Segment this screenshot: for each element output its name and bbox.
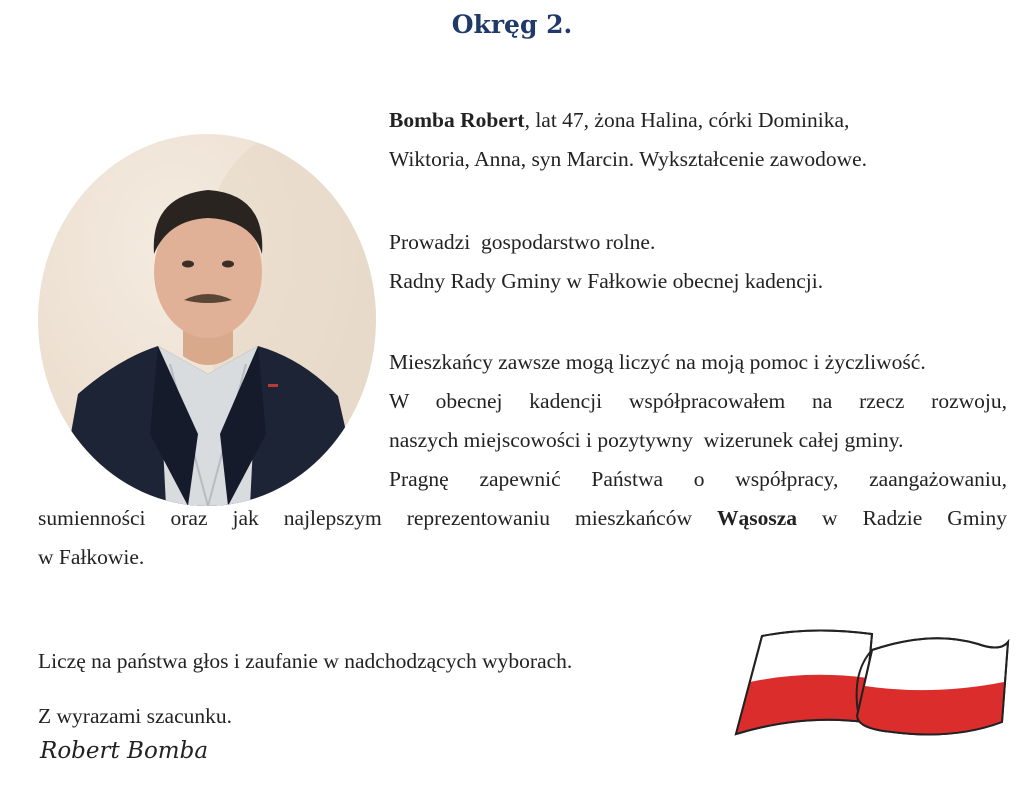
message-line-4: Pragnę zapewnić Państwa o współpracy, zaangażowaniu, xyxy=(389,467,1007,491)
message-line-5 xyxy=(38,499,1007,538)
portrait-illustration xyxy=(38,134,376,506)
bio-details-line-2: Wiktoria, Anna, syn Marcin. Wykształcenie zawodowe. xyxy=(389,147,868,171)
closing-regards: Z wyrazami szacunku. xyxy=(38,704,233,728)
message-continuation xyxy=(38,499,1007,577)
work-paragraph xyxy=(389,223,1009,301)
signature: Robert Bomba xyxy=(40,738,209,764)
work-line-2: Radny Rady Gminy w Fałkowie obecnej kadencji. xyxy=(389,269,824,293)
bio-paragraph xyxy=(389,101,1009,179)
message-line-2: W obecnej kadencji współpracowałem na rzecz rozwoju, xyxy=(389,389,1007,413)
message-line-5-start: sumienności oraz jak najlepszym reprezentowaniu mieszkańców xyxy=(38,506,717,530)
village-name: Wąsosza xyxy=(717,506,798,530)
work-line-1: Prowadzi gospodarstwo rolne. xyxy=(389,230,656,254)
message-line-5-end: w Radzie Gminy xyxy=(797,506,1007,530)
candidate-photo xyxy=(38,134,376,506)
closing-appeal: Liczę na państwa głos i zaufanie w nadchodzących wyborach. xyxy=(38,649,573,673)
bio-details-line-1: , lat 47, żona Halina, córki Dominika, xyxy=(524,108,850,132)
candidate-name: Bomba Robert xyxy=(389,108,525,132)
message-line-6: w Fałkowie. xyxy=(38,545,145,569)
message-paragraph xyxy=(389,343,1007,499)
message-line-1: Mieszkańcy zawsze mogą liczyć na moją pomoc i życzliwość. xyxy=(389,350,926,374)
page-title: Okręg 2. xyxy=(451,10,573,39)
message-line-3: naszych miejscowości i pozytywny wizerunek całej gminy. xyxy=(389,428,904,452)
polish-flag-icon xyxy=(732,622,1012,744)
